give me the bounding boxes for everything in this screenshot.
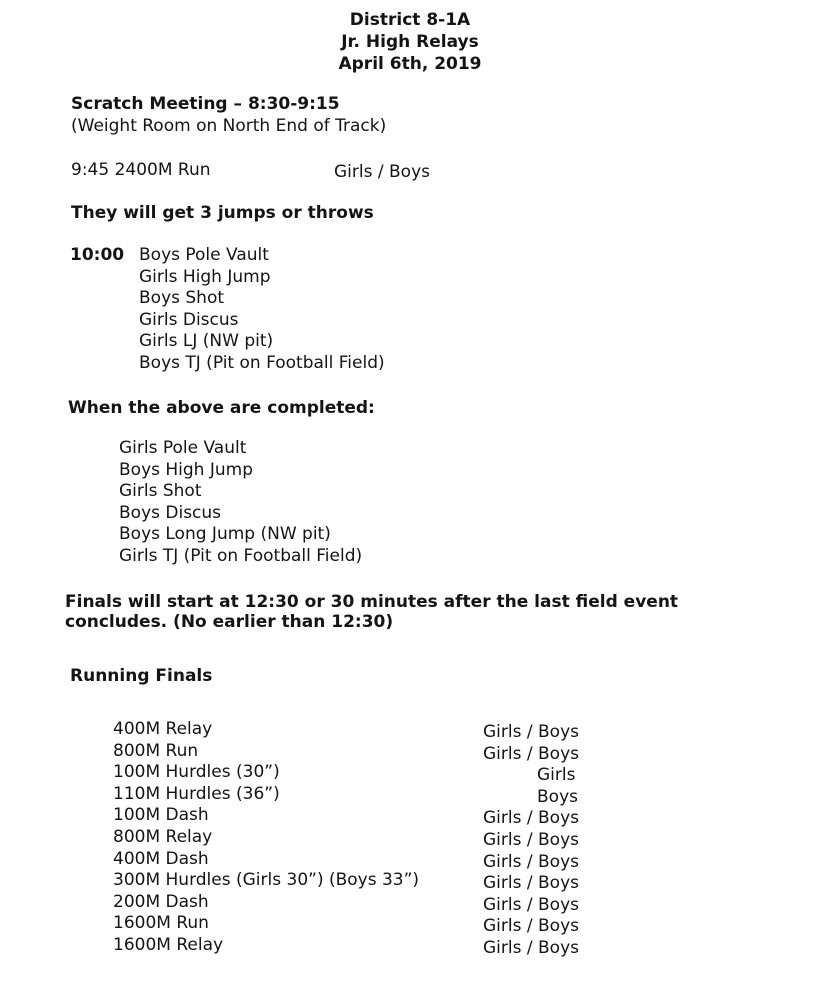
- running-final-divisions: Girls / Boys: [483, 894, 579, 915]
- running-final-divisions: Girls / Boys: [483, 873, 579, 894]
- running-final-event: 200M Dash: [113, 891, 209, 912]
- running-final-event: 110M Hurdles (36”): [113, 783, 280, 804]
- jumps-note: They will get 3 jumps or throws: [71, 203, 374, 223]
- running-final-event: 400M Dash: [113, 848, 209, 869]
- running-final-event: 1600M Relay: [113, 935, 224, 955]
- running-final-event: 300M Hurdles (Girls 30”) (Boys 33”): [113, 870, 420, 891]
- field-event-item: Boys Shot: [139, 288, 225, 309]
- after-event-item: Girls Shot: [119, 481, 202, 502]
- running-final-event: 800M Relay: [113, 827, 213, 847]
- running-final-divisions: Girls / Boys: [483, 722, 579, 742]
- after-event-item: Girls TJ (Pit on Football Field): [119, 546, 363, 566]
- running-final-event: 400M Relay: [113, 719, 213, 739]
- running-final-divisions: Girls: [537, 765, 576, 786]
- running-final-divisions: Girls / Boys: [483, 830, 579, 850]
- running-final-divisions: Girls / Boys: [483, 743, 579, 764]
- running-final-divisions: Girls / Boys: [483, 916, 579, 937]
- field-event-item: Boys Pole Vault: [139, 245, 269, 265]
- field-time-10: 10:00: [70, 245, 125, 265]
- running-final-event: 100M Dash: [113, 805, 209, 826]
- after-event-item: Girls Pole Vault: [119, 438, 247, 458]
- field-event-item: Boys TJ (Pit on Football Field): [139, 353, 385, 373]
- run-2400-divisions: Girls / Boys: [334, 162, 430, 182]
- scratch-meeting-location: (Weight Room on North End of Track): [71, 116, 387, 136]
- after-event-item: Boys High Jump: [119, 459, 253, 480]
- after-event-item: Boys Discus: [119, 502, 222, 523]
- finals-note-line1: Finals will start at 12:30 or 30 minutes after the last field event: [65, 592, 679, 612]
- scratch-meeting-title: Scratch Meeting – 8:30-9:15: [71, 94, 340, 114]
- after-heading: When the above are completed:: [68, 398, 375, 418]
- running-finals-heading: Running Finals: [70, 666, 213, 686]
- after-event-item: Boys Long Jump (NW pit): [119, 524, 331, 545]
- running-final-divisions: Girls / Boys: [483, 938, 579, 958]
- running-final-divisions: Boys: [537, 786, 578, 807]
- running-final-divisions: Girls / Boys: [483, 808, 579, 829]
- meet-district: District 8-1A: [349, 10, 471, 30]
- running-final-divisions: Girls / Boys: [483, 851, 579, 872]
- field-event-item: Girls Discus: [139, 309, 239, 330]
- meet-date: April 6th, 2019: [338, 54, 482, 74]
- field-event-item: Girls LJ (NW pit): [139, 331, 274, 352]
- meet-name: Jr. High Relays: [341, 32, 479, 52]
- running-final-event: 100M Hurdles (30”): [113, 762, 280, 783]
- running-final-event: 1600M Run: [113, 913, 209, 934]
- finals-note-line2: concludes. (No earlier than 12:30): [65, 612, 394, 632]
- running-final-event: 800M Run: [113, 740, 199, 761]
- run-2400-event: 9:45 2400M Run: [71, 160, 211, 180]
- field-event-item: Girls High Jump: [139, 266, 271, 287]
